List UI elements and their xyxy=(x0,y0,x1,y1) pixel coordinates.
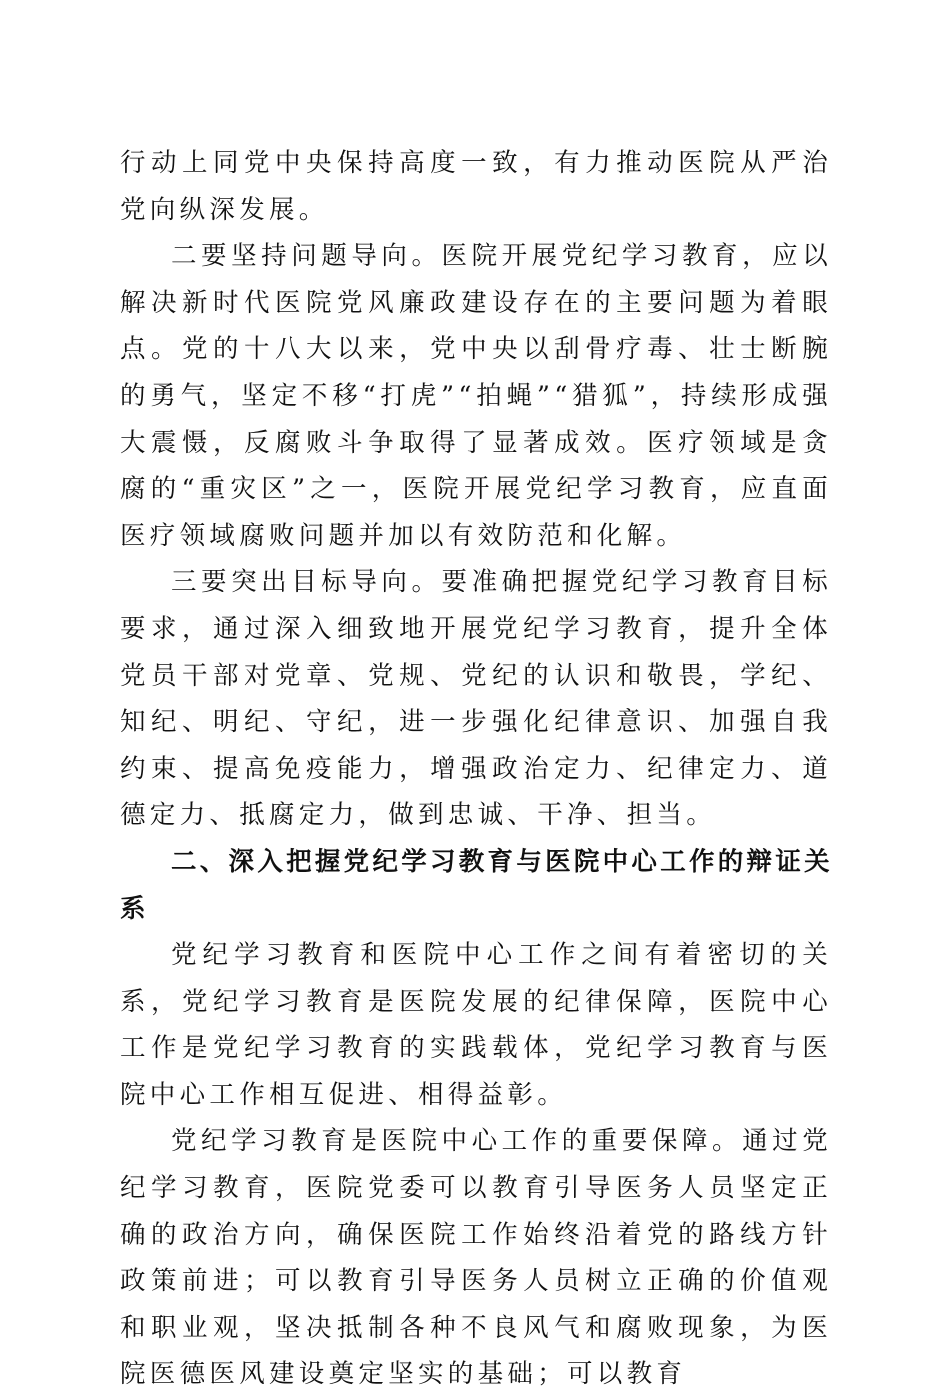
paragraph-goal-orientation: 三要突出目标导向。要准确把握党纪学习教育目标要求，通过深入细致地开展党纪学习教育，提升全体党员干部对党章、党规、党纪的认识和敬畏，学纪、知纪、明纪、守纪，进一步强化纪律意识、加强自我约束、提高免疫能力，增强政治定力、纪律定力、道德定力、抵腐定力，做到忠诚、干净、担当。 xyxy=(120,567,832,831)
paragraph-continuation: 行动上同党中央保持高度一致，有力推动医院从严治党向纵深发展。 xyxy=(120,148,832,225)
paragraph-relationship: 党纪学习教育和医院中心工作之间有着密切的关系，党纪学习教育是医院发展的纪律保障，医院中心工作是党纪学习教育的实践载体，党纪学习教育与医院中心工作相互促进、相得益彰。 xyxy=(120,940,832,1110)
document-body xyxy=(120,140,832,1398)
section-heading: 二、深入把握党纪学习教育与医院中心工作的辩证关系 xyxy=(120,846,832,924)
paragraph-problem-orientation: 二要坚持问题导向。医院开展党纪学习教育，应以解决新时代医院党风廉政建设存在的主要问题为着眼点。党的十八大以来，党中央以刮骨疗毒、壮士断腕的勇气，坚定不移“打虎”“拍蝇”“猎狐”，持续形成强大震慑，反腐败斗争取得了显著成效。医疗领域是贪腐的“重灾区”之一，医院开展党纪学习教育，应直面医疗领域腐败问题并加以有效防范和化解。 xyxy=(120,241,832,551)
paragraph-guarantee: 党纪学习教育是医院中心工作的重要保障。通过党纪学习教育，医院党委可以教育引导医务人员坚定正确的政治方向，确保医院工作始终沿着党的路线方针政策前进；可以教育引导医务人员树立正确的价值观和职业观，坚决抵制各种不良风气和腐败现象，为医院医德医风建设奠定坚实的基础；可以教育 xyxy=(120,1126,832,1390)
